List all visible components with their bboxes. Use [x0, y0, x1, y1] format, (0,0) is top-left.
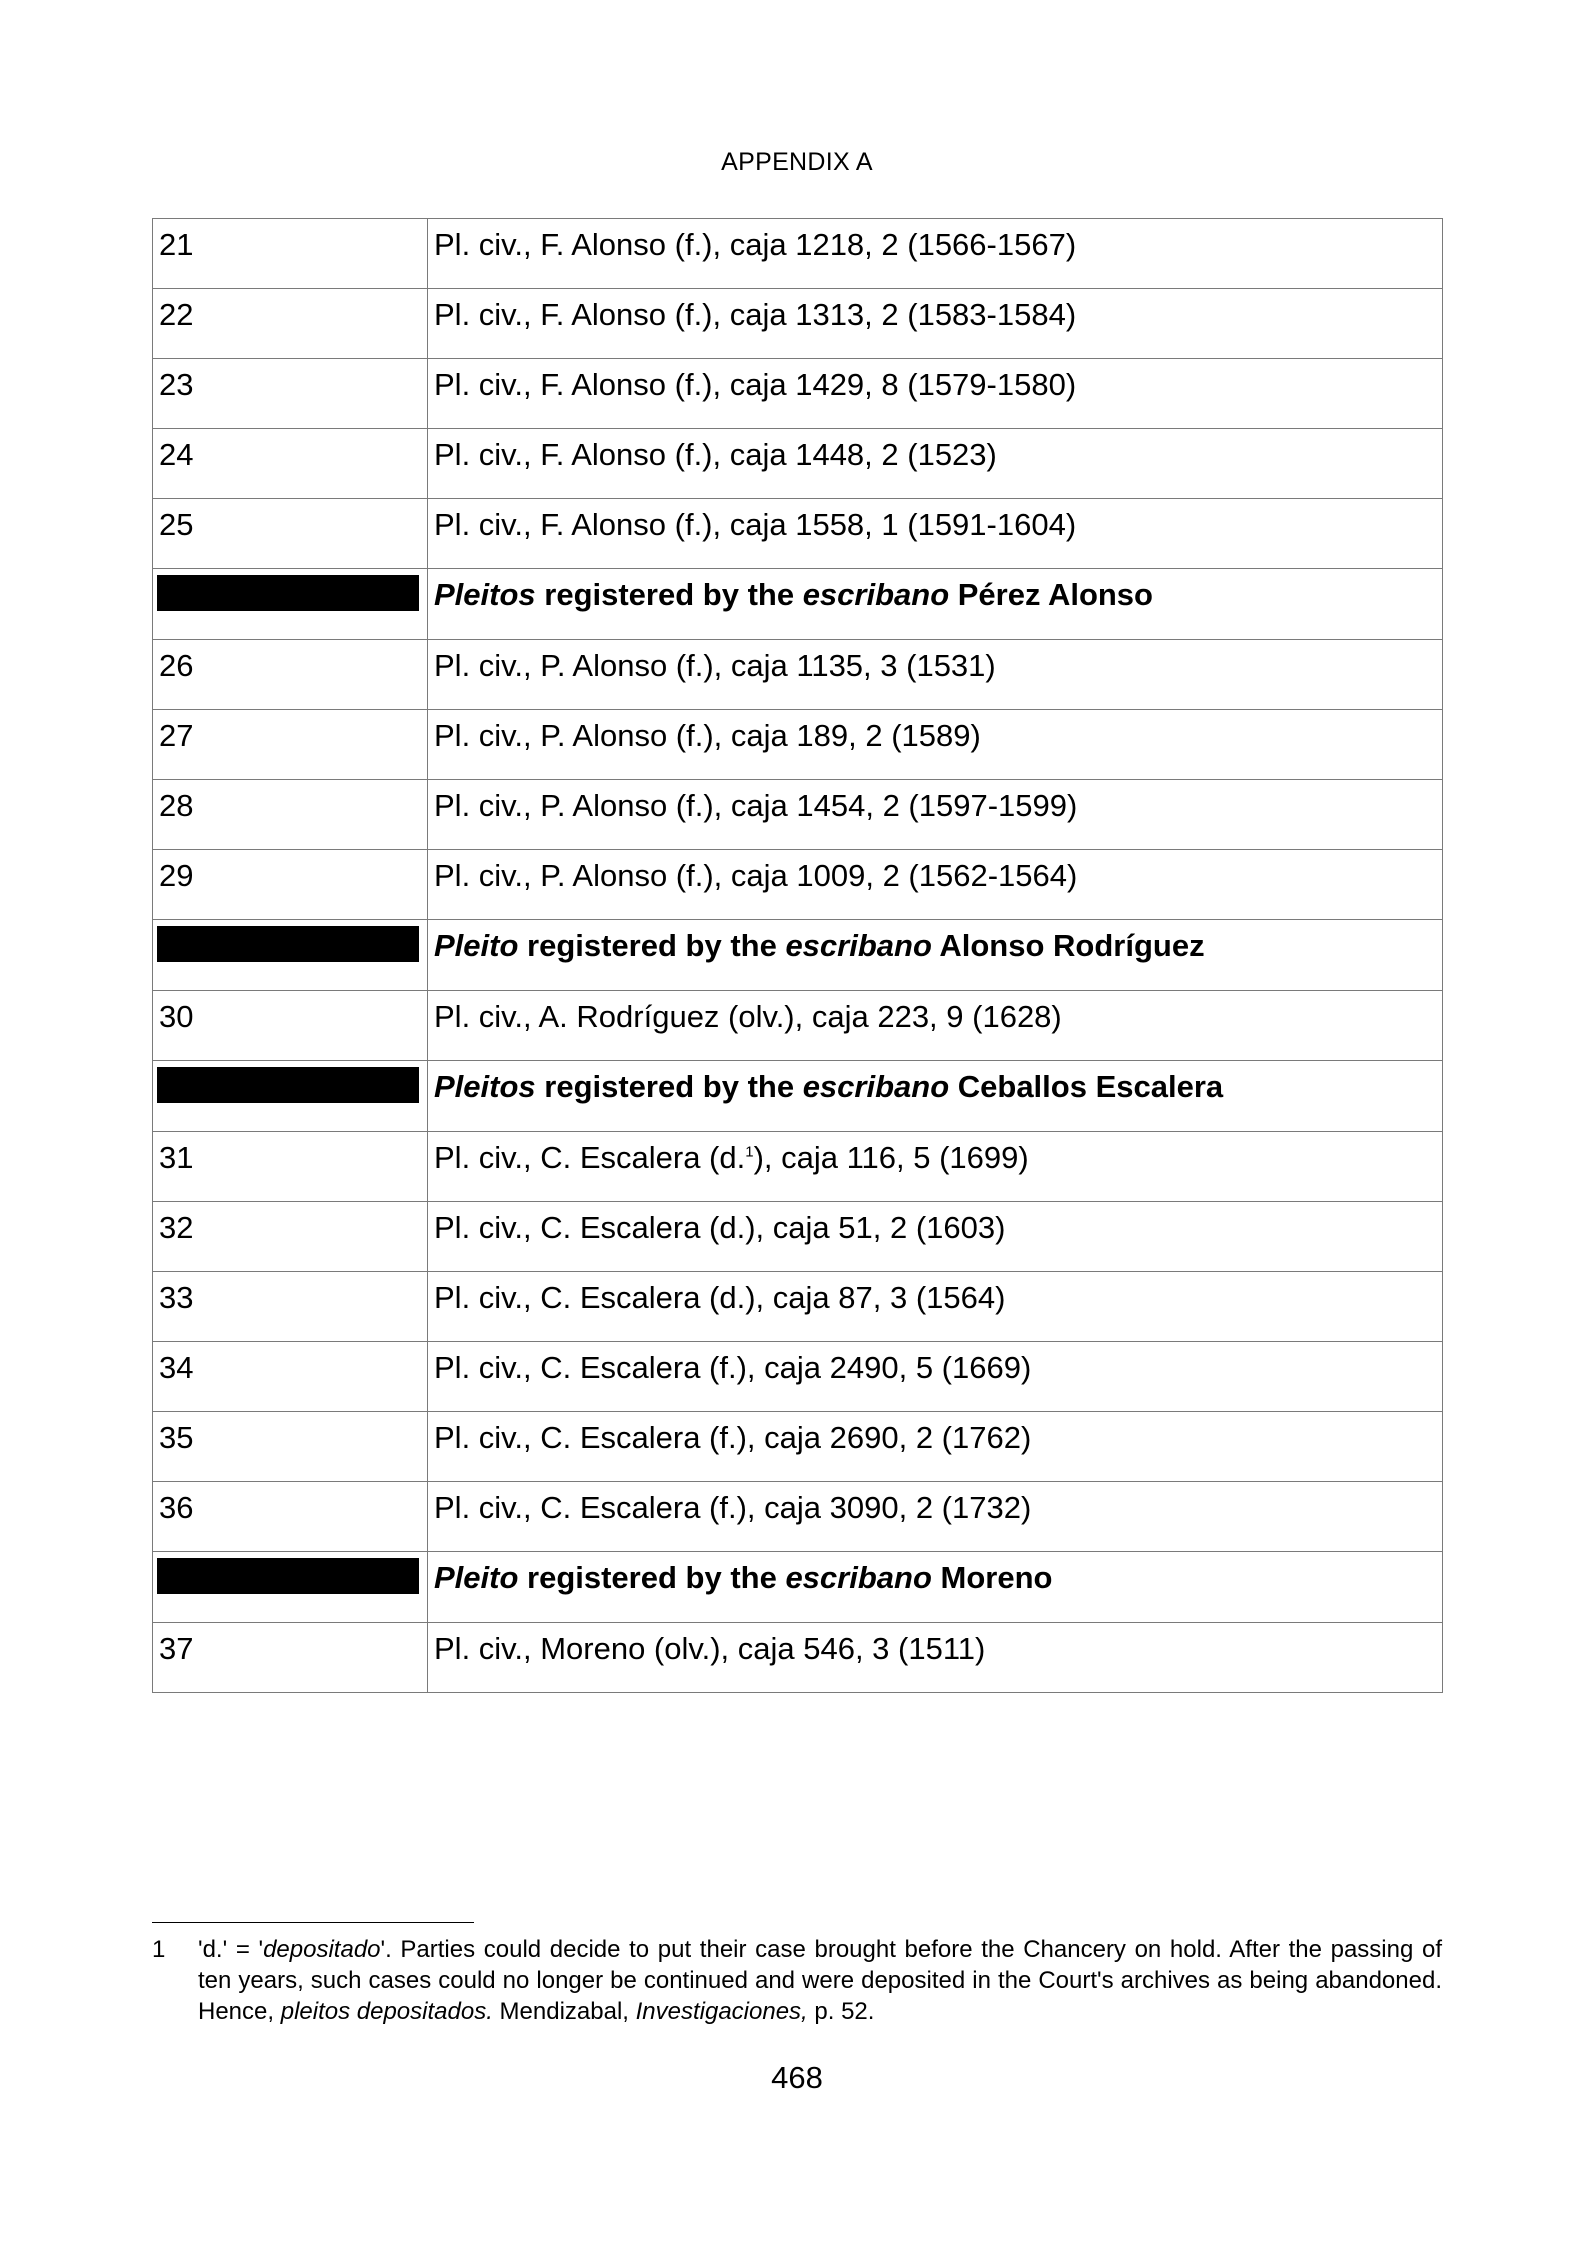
table-row	[153, 1342, 1443, 1412]
heading-connector: registered by the	[518, 1560, 786, 1595]
table-row	[153, 1412, 1443, 1482]
table-row	[153, 780, 1443, 850]
footnote-rule	[152, 1922, 474, 1923]
heading-escribano-name: Ceballos Escalera	[949, 1069, 1224, 1104]
redacted-cell	[153, 569, 428, 640]
entry-number: 28	[153, 780, 428, 850]
entry-number: 37	[153, 1623, 428, 1693]
heading-role-term: escribano	[802, 577, 950, 612]
entry-reference: Pl. civ., C. Escalera (f.), caja 2490, 5 (1669)	[428, 1342, 1443, 1412]
entry-number: 26	[153, 640, 428, 710]
section-heading-row	[153, 1061, 1443, 1132]
table-row	[153, 499, 1443, 569]
entry-reference: Pl. civ., C. Escalera (d.), caja 51, 2 (1603)	[428, 1202, 1443, 1272]
entry-reference: Pl. civ., F. Alonso (f.), caja 1218, 2 (1566-1567)	[428, 219, 1443, 289]
heading-lead-term: Pleito	[434, 1560, 519, 1595]
heading-connector: registered by the	[518, 928, 786, 963]
entry-reference: Pl. civ., Moreno (olv.), caja 546, 3 (1511)	[428, 1623, 1443, 1693]
entry-reference: Pl. civ., P. Alonso (f.), caja 1454, 2 (1597-1599)	[428, 780, 1443, 850]
section-heading	[428, 1552, 1443, 1623]
heading-role-term: escribano	[785, 928, 932, 963]
footnote-segment: 'd.' = '	[198, 1936, 264, 1963]
section-heading	[428, 920, 1443, 991]
heading-escribano-name: Pérez Alonso	[949, 577, 1153, 612]
entry-reference: Pl. civ., F. Alonso (f.), caja 1558, 1 (1591-1604)	[428, 499, 1443, 569]
section-heading	[428, 569, 1443, 640]
entry-reference: Pl. civ., P. Alonso (f.), caja 1135, 3 (1531)	[428, 640, 1443, 710]
redaction-block	[157, 1067, 419, 1103]
redaction-block	[157, 1558, 419, 1594]
table-row	[153, 850, 1443, 920]
table-body	[153, 219, 1443, 1693]
table-row	[153, 991, 1443, 1061]
footnote-italic-segment: pleitos depositados.	[280, 1998, 493, 2025]
table-row	[153, 1623, 1443, 1693]
entry-reference	[428, 1132, 1443, 1202]
heading-connector: registered by the	[535, 577, 803, 612]
footnote-italic-segment: depositado	[263, 1936, 381, 1963]
heading-escribano-name: Alonso Rodríguez	[931, 928, 1205, 963]
footnote	[152, 1934, 1442, 2027]
entry-number: 35	[153, 1412, 428, 1482]
table-row	[153, 219, 1443, 289]
table-row	[153, 1272, 1443, 1342]
table-row	[153, 1482, 1443, 1552]
entry-number: 33	[153, 1272, 428, 1342]
footnote-segment: '. Parties could decide to put their case brought before the Chancery on hold. After the passing of ten years, such cases could no longer be continued and were deposited in the Court's archives as being abandoned. Hence,	[198, 1936, 1442, 2025]
table-row	[153, 640, 1443, 710]
footnote-segment: Mendizabal,	[492, 1998, 636, 2025]
section-heading-row	[153, 569, 1443, 640]
entry-number: 29	[153, 850, 428, 920]
table-row	[153, 1202, 1443, 1272]
entry-reference-text: ), caja 116, 5 (1699)	[753, 1140, 1029, 1175]
section-heading-row	[153, 920, 1443, 991]
pleitos-register-table	[152, 218, 1443, 1693]
entry-number: 21	[153, 219, 428, 289]
entry-reference: Pl. civ., P. Alonso (f.), caja 189, 2 (1589)	[428, 710, 1443, 780]
section-heading-row	[153, 1552, 1443, 1623]
entry-reference: Pl. civ., C. Escalera (f.), caja 2690, 2 (1762)	[428, 1412, 1443, 1482]
entry-number: 34	[153, 1342, 428, 1412]
footnote-number: 1	[152, 1936, 166, 1963]
table-row	[153, 1132, 1443, 1202]
heading-lead-term: Pleitos	[434, 577, 536, 612]
redacted-cell	[153, 1552, 428, 1623]
entry-number: 36	[153, 1482, 428, 1552]
entry-reference: Pl. civ., F. Alonso (f.), caja 1313, 2 (1583-1584)	[428, 289, 1443, 359]
heading-connector: registered by the	[535, 1069, 803, 1104]
table-row	[153, 429, 1443, 499]
entry-reference: Pl. civ., C. Escalera (d.), caja 87, 3 (1564)	[428, 1272, 1443, 1342]
entry-number: 23	[153, 359, 428, 429]
entry-number: 31	[153, 1132, 428, 1202]
page-header: APPENDIX A	[721, 148, 873, 176]
table-row	[153, 289, 1443, 359]
redacted-cell	[153, 920, 428, 991]
heading-role-term: escribano	[802, 1069, 950, 1104]
entry-reference: Pl. civ., C. Escalera (f.), caja 3090, 2 (1732)	[428, 1482, 1443, 1552]
redacted-cell	[153, 1061, 428, 1132]
entry-number: 24	[153, 429, 428, 499]
heading-escribano-name: Moreno	[931, 1560, 1053, 1595]
entry-reference-text: Pl. civ., C. Escalera (d.	[434, 1140, 746, 1175]
redaction-block	[157, 926, 419, 962]
heading-lead-term: Pleitos	[434, 1069, 536, 1104]
entry-reference: Pl. civ., A. Rodríguez (olv.), caja 223, 9 (1628)	[428, 991, 1443, 1061]
entry-reference: Pl. civ., F. Alonso (f.), caja 1448, 2 (1523)	[428, 429, 1443, 499]
footnote-italic-segment: Investigaciones,	[635, 1998, 808, 2025]
footnote-marker: 1	[745, 1143, 754, 1161]
footnote-segment: p. 52.	[807, 1998, 875, 2025]
entry-number: 30	[153, 991, 428, 1061]
entry-number: 25	[153, 499, 428, 569]
section-heading	[428, 1061, 1443, 1132]
table-row	[153, 359, 1443, 429]
heading-role-term: escribano	[785, 1560, 932, 1595]
entry-reference: Pl. civ., F. Alonso (f.), caja 1429, 8 (1579-1580)	[428, 359, 1443, 429]
footnote-text	[198, 1934, 1442, 2027]
page-number: 468	[771, 2060, 823, 2095]
entry-number: 27	[153, 710, 428, 780]
heading-lead-term: Pleito	[434, 928, 519, 963]
redaction-block	[157, 575, 419, 611]
table-row	[153, 710, 1443, 780]
entry-reference: Pl. civ., P. Alonso (f.), caja 1009, 2 (1562-1564)	[428, 850, 1443, 920]
entry-number: 22	[153, 289, 428, 359]
entry-number: 32	[153, 1202, 428, 1272]
